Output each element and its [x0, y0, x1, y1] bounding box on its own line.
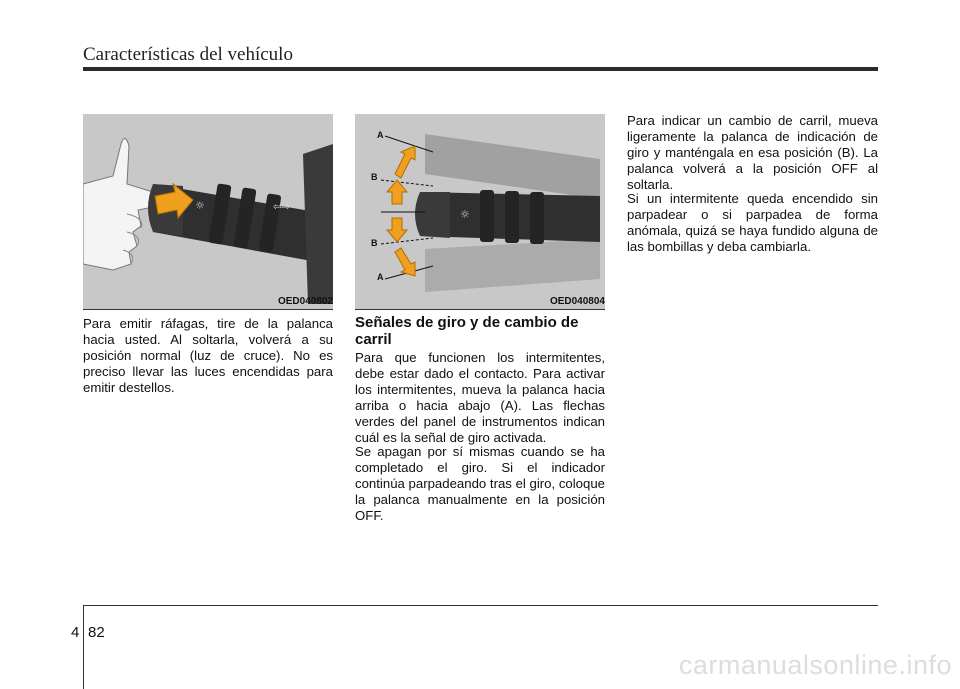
- footer-rule: [83, 605, 878, 606]
- label-b-top: B: [371, 172, 378, 182]
- figure-turn-signal: [355, 114, 605, 309]
- figure-headlight-flash: [83, 114, 333, 309]
- lever-illustration-1: [83, 114, 333, 309]
- figure-caption-rule-1: [83, 309, 333, 310]
- paragraph-turn-signal-1: Para que funcionen los intermitentes, debe estar dado el contacto. Para activar los intermitentes, mueva la palanca hacia arriba o hacia abajo (A). Las flechas verdes del panel de instrumentos indican cuál es la señal de giro activada.: [355, 350, 605, 445]
- label-a-bottom: A: [377, 272, 384, 282]
- watermark: carmanualsonline.info: [678, 650, 952, 680]
- label-b-bottom: B: [371, 238, 378, 248]
- svg-text:⇦⇨: ⇦⇨: [273, 202, 290, 213]
- page-number: 82: [88, 624, 105, 641]
- paragraph-turn-signal-2: Se apagan por sí mismas cuando se ha completado el giro. Si el indicador continúa parpadeando tras el giro, coloque la palanca manualmente en la posición OFF.: [355, 444, 606, 523]
- paragraph-bulb-warning: Si un intermitente queda encendido sin parpadear o si parpadea de forma anómala, quizá se haya fundido alguna de las bombillas y deba cambiarla.: [627, 191, 878, 254]
- svg-text:☼: ☼: [460, 208, 470, 221]
- paragraph-lane-change: Para indicar un cambio de carril, mueva ligeramente la palanca de indicación de giro y manténgala en esa posición (B). La palanca volverá a la posición OFF al soltarla.: [627, 113, 878, 192]
- section-title: Características del vehículo: [83, 44, 293, 65]
- figure-code-2: OED040804: [549, 296, 605, 307]
- chapter-number: 4: [71, 624, 80, 641]
- section-heading: Señales de giro y de cambio de carril: [355, 314, 579, 348]
- label-a-top: A: [377, 130, 384, 140]
- header-rule: [83, 67, 878, 71]
- footer-divider: [83, 605, 84, 689]
- svg-text:☼: ☼: [195, 199, 205, 212]
- figure-caption-rule-2: [355, 309, 605, 310]
- lever-illustration-2: [355, 114, 605, 309]
- paragraph-flash: Para emitir ráfagas, tire de la palanca hacia usted. Al soltarla, volverá a su posición normal (luz de cruce). No es preciso llevar las luces encendidas para emitir destellos.: [83, 316, 333, 395]
- figure-code-1: OED040802: [277, 296, 333, 307]
